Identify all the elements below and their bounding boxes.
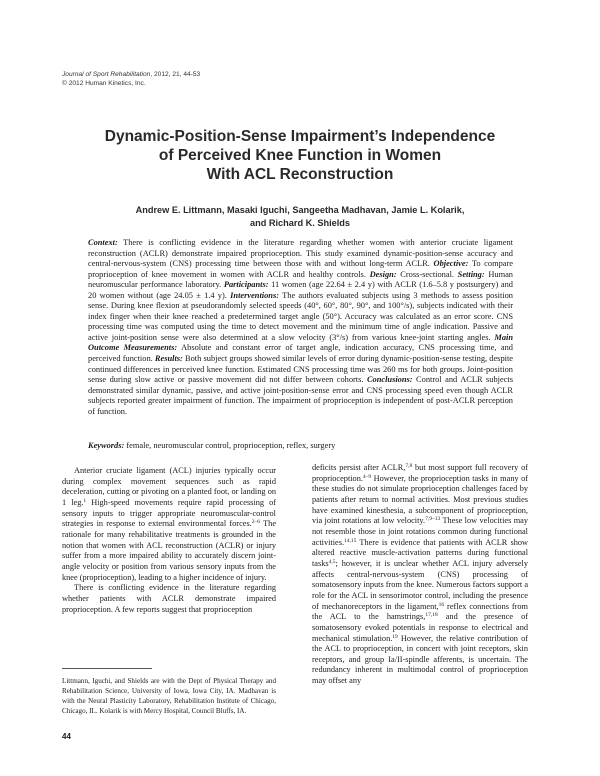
page-number: 44 [62,732,71,741]
setting-text: Human neuromuscular performance laboratory. [88,269,513,290]
paragraph: There is conflicting evidence in the literature regarding whether patients with ACLR demonstrate impaired proprioception. A few reports suggest that proprioception [62,583,276,614]
interventions-label: Interventions: [230,290,280,300]
text-run: The rationale for many rehabilitative treatments is grounded in the notion that women with ACL reconstruction (ACLR) or injury suffer from a more impaired ability to accurately discern joint-angle velocity or position from various sensory inputs from the knee (proprioception), leading to a higher incidence of injury. [62,519,276,582]
article-title [62,127,538,184]
title-line-3: With ACL Reconstruction [206,166,394,183]
results-label: Results: [154,354,183,364]
citation-ref: 14,15 [344,537,357,544]
keywords-text: female, neuromuscular control, proprioception, reflex, surgery [124,441,336,450]
citation-ref: 4–9 [362,473,372,480]
footnote-divider [62,668,152,669]
citation-ref: 2–6 [251,519,260,526]
journal-header [62,70,200,88]
objective-text: To compare proprioception of knee movement in women with ACLR and healthy controls. [88,259,513,279]
conclusions-label: Conclusions: [366,375,413,385]
citation-ref: 16 [438,601,445,608]
interventions-text: The authors evaluated subjects using 3 methods to assess position sense. During knee flexion at pseudorandomly selected speeds (40°, 60°, 80°, 90°, and 100°/s), subjects indicated with their index finger when their knee reached a predetermined target angle (50°). Accuracy was calculated as an error score. CNS processing time was computed using the time to detect movement and the minimum time of angle indication. Passive and active joint-position sense were also determined at a slow velocity (3°/s) from various knee-joint starting angles. [88,290,513,342]
paragraph [312,463,528,687]
text-run: ; however, it is unclear whether ACL injury adversely affects central-nervous-system (CNS) processing of somatosensory inputs from the knee. Numerous factors support a role for the ACL in sensorimotor control, including the presence of mechanoreceptors in the ligament, [312,558,528,611]
citation-ref: 7,8 [405,463,413,469]
citation-ref: 1 [83,497,87,504]
context-label: Context: [88,238,118,247]
text-run: Anterior cruciate ligament (ACL) injuries typically occur during complex movement sequences such as rapid deceleration, cutting or pivoting on a planted foot, or landing on 1 leg. [62,466,276,507]
journal-citation [62,70,200,79]
text-run: These low velocities may not resemble those in joint rotations common during functional activities. [312,516,529,547]
results-text: Both subject groups showed similar levels of error during dynamic-position-sense testing, despite continued differences in perceived knee function. Estimated CNS processing time was 260 ms for both groups. Joint-position sense during slow active or passive movement did not differ between cohorts. [88,354,514,385]
author-list [62,204,538,230]
keywords-label: Keywords: [88,441,125,450]
design-label: Design: [369,269,397,279]
text-run: deficits persist after ACLR, [312,463,406,472]
text-run: There is evidence that patients with ACLR show altered reactive muscle-activation patterns during functional tasks [312,537,528,568]
text-run: reflex connections from the ACL to the hamstrings, [312,601,528,622]
body-column-left [62,466,276,615]
journal-volume: , 2012, 21, 44-53 [150,71,201,78]
text-run: However, the proprioception tasks in many of these studies do not simulate proprioception challenges faced by patients after return to normal activities. Most previous studies have examined kinesthesia, a subcomponent of proprioception, via joint rotations at low velocity. [312,473,528,526]
participants-text: 11 women (age 22.64 ± 2.4 y) with ACLR (1.6–5.8 y postsurgery) and 20 women without (age 24.05 ± 1.4 y). [88,280,513,300]
keywords [88,440,513,451]
journal-copyright: © 2012 Human Kinetics, Inc. [62,80,146,87]
conclusions-text: Control and ACLR subjects demonstrated similar dynamic, passive, and active joint-position-sense error and CNS processing speed even though ACLR subjects reported greater impairment of function. The impairment of proprioception is independent of post-ACLR perception of function. [88,375,513,416]
title-line-1: Dynamic-Position-Sense Impairment’s Independence [104,128,496,145]
body-column-right [312,463,528,687]
design-text: Cross-sectional. [396,269,458,279]
title-line-2: of Perceived Knee Function in Women [158,147,442,164]
text-run: High-speed movements require rapid processing of sensory inputs to trigger appropriate neuromuscular-control strategies in response to external environmental forces. [62,497,276,529]
citation-ref: 19 [392,633,398,640]
authors-line-1: Andrew E. Littmann, Masaki Iguchi, Sangeetha Madhavan, Jamie L. Kolarik, [135,205,465,215]
outcome-label: Main Outcome Measurements: [88,332,513,353]
text-run: However, the relative contribution of the ACL to proprioception, in concert with joint receptors, skin receptors, and group Ia/II-spindle afferents, is uncertain. The redundancy inherent in multimodal control of proprioception may offset any [312,633,528,686]
text-run: and the presence of somatosensory evoked potentials in response to electrical and mechanical stimulation. [312,612,528,643]
objective-label: Objective: [433,259,469,269]
context-text: There is conflicting evidence in the literature regarding whether women with anterior cruciate ligament reconstruction (ACLR) demonstrate impaired proprioception. This study examined dynamic-position-sense accuracy and central-nervous-system (CNS) processing time between those with and without long-term ACLR. [88,238,513,269]
participants-label: Participants: [223,280,269,290]
citation-ref: 7,9–13 [425,516,441,523]
text-run: but most support full recovery of proprioception. [312,463,529,483]
citation-ref: 4,5 [328,558,336,565]
abstract [88,238,513,417]
author-affiliation-footnote: Littmann, Iguchi, and Shields are with the Dept of Physical Therapy and Rehabilitation Science, University of Iowa, Iowa City, IA. Madhavan is with the Neural Plasticity Laboratory, Rehabilitation Institute of Chicago, Chicago, IL. Kolarik is with Mercy Hospital, Council Bluffs, IA. [62,677,276,715]
journal-name: Journal of Sport Rehabilitation [62,71,151,78]
outcome-text: Absolute and constant error of target angle, indication accuracy, CNS processing time, and perceived function. [88,343,513,364]
citation-ref: 17,18 [425,612,438,619]
setting-label: Setting: [457,269,485,279]
paragraph [62,466,276,583]
authors-line-2: and Richard K. Shields [249,218,351,228]
